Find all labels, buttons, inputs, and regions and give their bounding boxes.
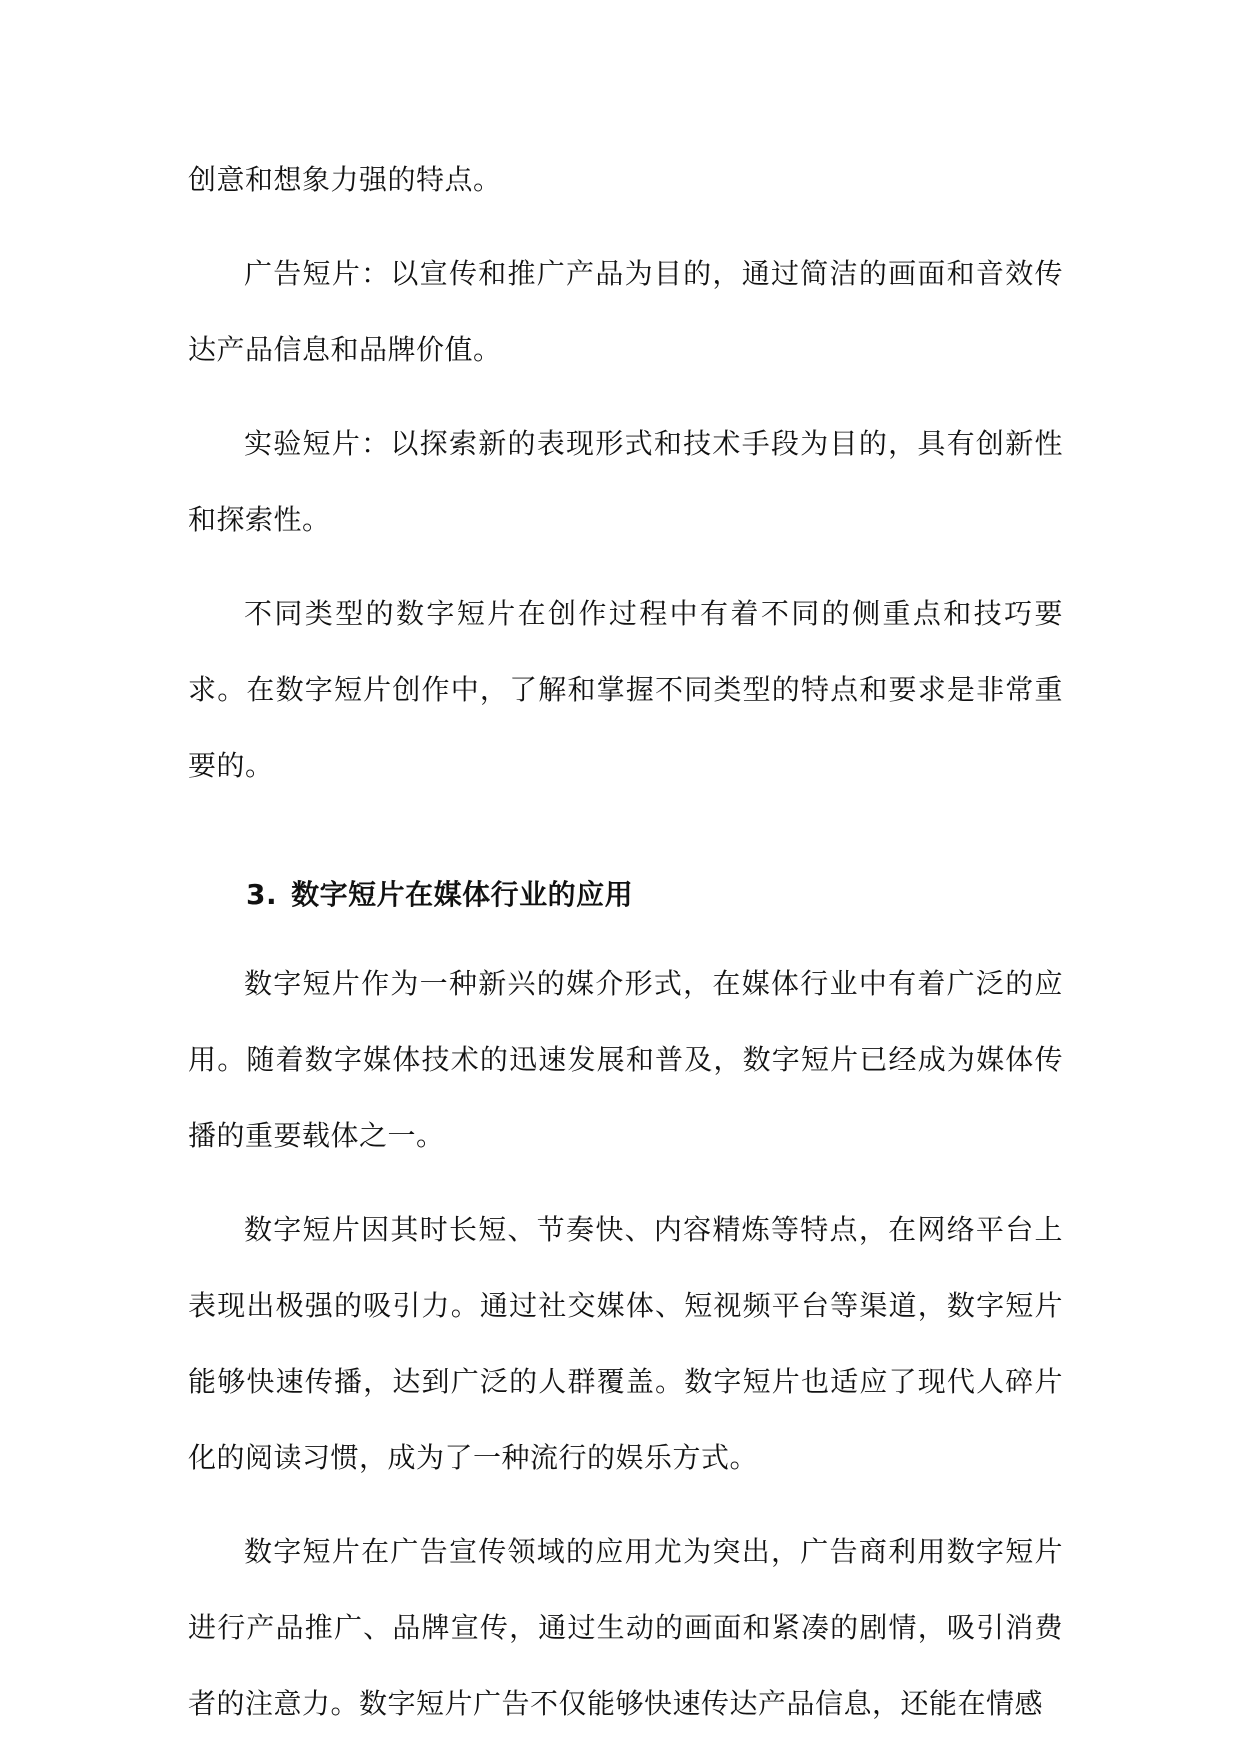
section-title: 数字短片在媒体行业的应用 — [291, 878, 634, 911]
document-body — [188, 142, 1063, 1760]
section-number: 3. — [246, 878, 278, 911]
section-heading — [188, 860, 1063, 930]
paragraph-experimental-shorts: 实验短片：以探索新的表现形式和技术手段为目的，具有创新性和探索性。 — [188, 427, 1063, 536]
paragraph-continuation: 创意和想象力强的特点。 — [188, 163, 502, 196]
paragraph-media-application: 数字短片作为一种新兴的媒介形式，在媒体行业中有着广泛的应用。随着数字媒体技术的迅速发展和普及，数字短片已经成为媒体传播的重要载体之一。 — [188, 967, 1063, 1152]
paragraph-advertising: 数字短片在广告宣传领域的应用尤为突出，广告商利用数字短片进行产品推广、品牌宣传，通过生动的画面和紧凑的剧情，吸引消费者的注意力。数字短片广告不仅能够快速传达产品信息，还能在情感 — [188, 1535, 1063, 1720]
paragraph-network-platform: 数字短片因其时长短、节奏快、内容精炼等特点，在网络平台上表现出极强的吸引力。通过社交媒体、短视频平台等渠道，数字短片能够快速传播，达到广泛的人群覆盖。数字短片也适应了现代人碎片化的阅读习惯，成为了一种流行的娱乐方式。 — [188, 1213, 1063, 1474]
paragraph-ad-shorts: 广告短片：以宣传和推广产品为目的，通过简洁的画面和音效传达产品信息和品牌价值。 — [188, 257, 1063, 366]
paragraph-types-summary: 不同类型的数字短片在创作过程中有着不同的侧重点和技巧要求。在数字短片创作中，了解和掌握不同类型的特点和要求是非常重要的。 — [188, 597, 1063, 782]
